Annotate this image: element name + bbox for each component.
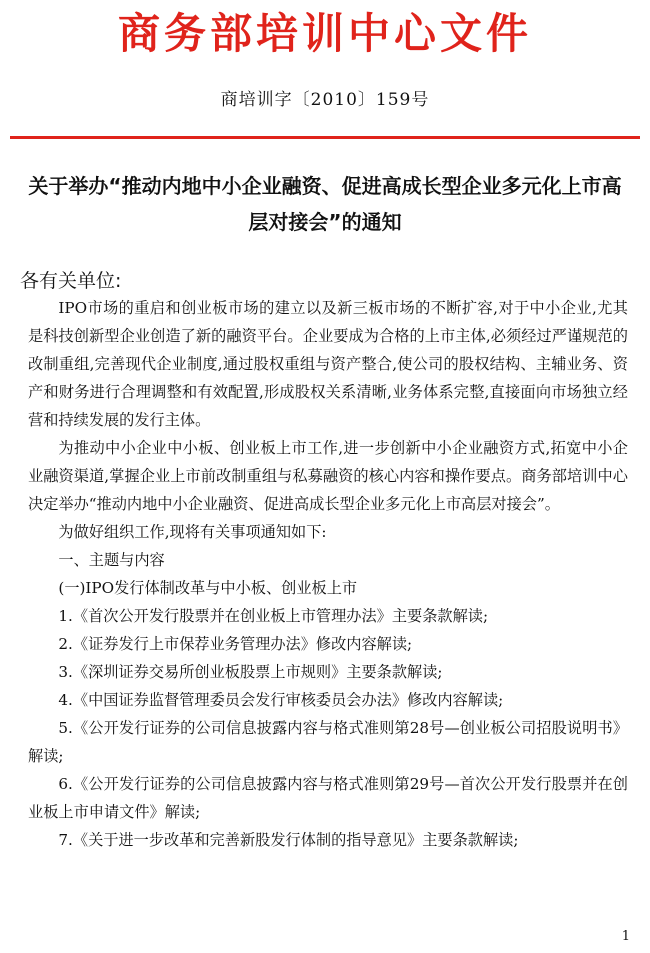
body-paragraph-2: 为推动中小企业中小板、创业板上市工作,进一步创新中小企业融资方式,拓宽中小企业融资渠道,掌握企业上市前改制重组与私募融资的核心内容和操作要点。商务部培训中心决定举办“推动内地中小企业融资、促进高成长型企业多元化上市高层对接会”。 — [28, 439, 628, 513]
addressee-line: 各有关单位: — [20, 270, 122, 292]
page-number: 1 — [621, 929, 630, 944]
list-item-1: 1.《首次公开发行股票并在创业板上市管理办法》主要条款解读; — [58, 607, 489, 625]
section-subheading: (一)IPO发行体制改革与中小板、创业板上市 — [58, 579, 358, 597]
red-divider-line — [10, 136, 640, 139]
list-item-5: 5.《公开发行证券的公司信息披露内容与格式准则第28号—创业板公司招股说明书》解读; — [28, 719, 628, 765]
notice-title: 关于举办“推动内地中小企业融资、促进高成长型企业多元化上市高层对接会”的通知 — [28, 174, 622, 234]
list-item-2: 2.《证券发行上市保荐业务管理办法》修改内容解读; — [58, 635, 413, 653]
list-item-6: 6.《公开发行证券的公司信息披露内容与格式准则第29号—首次公开发行股票并在创业板上市申请文件》解读; — [28, 775, 628, 821]
section-heading: 一、主题与内容 — [58, 551, 165, 569]
list-item-4: 4.《中国证券监督管理委员会发行审核委员会办法》修改内容解读; — [58, 691, 504, 709]
list-item-3: 3.《深圳证券交易所创业板股票上市规则》主要条款解读; — [58, 663, 443, 681]
body-paragraph-1: IPO市场的重启和创业板市场的建立以及新三板市场的不断扩容,对于中小企业,尤其是科技创新型企业创造了新的融资平台。企业要成为合格的上市主体,必须经过严谨规范的改制重组,完善现代企业制度,通过股权重组与资产整合,使公司的股权结构、主辅业务、资产和财务进行合理调整和有效配置,形成股权关系清晰,业务体系完整,直接面向市场独立经营和持续发展的发行主体。 — [28, 299, 628, 429]
list-item-7: 7.《关于进一步改革和完善新股发行体制的指导意见》主要条款解读; — [58, 831, 519, 849]
body-paragraph-3: 为做好组织工作,现将有关事项通知如下: — [58, 523, 327, 541]
document-body — [28, 294, 628, 854]
document-number: 商培训字〔2010〕159号 — [220, 90, 430, 110]
document-header-title: 商务部培训中心文件 — [117, 9, 532, 58]
